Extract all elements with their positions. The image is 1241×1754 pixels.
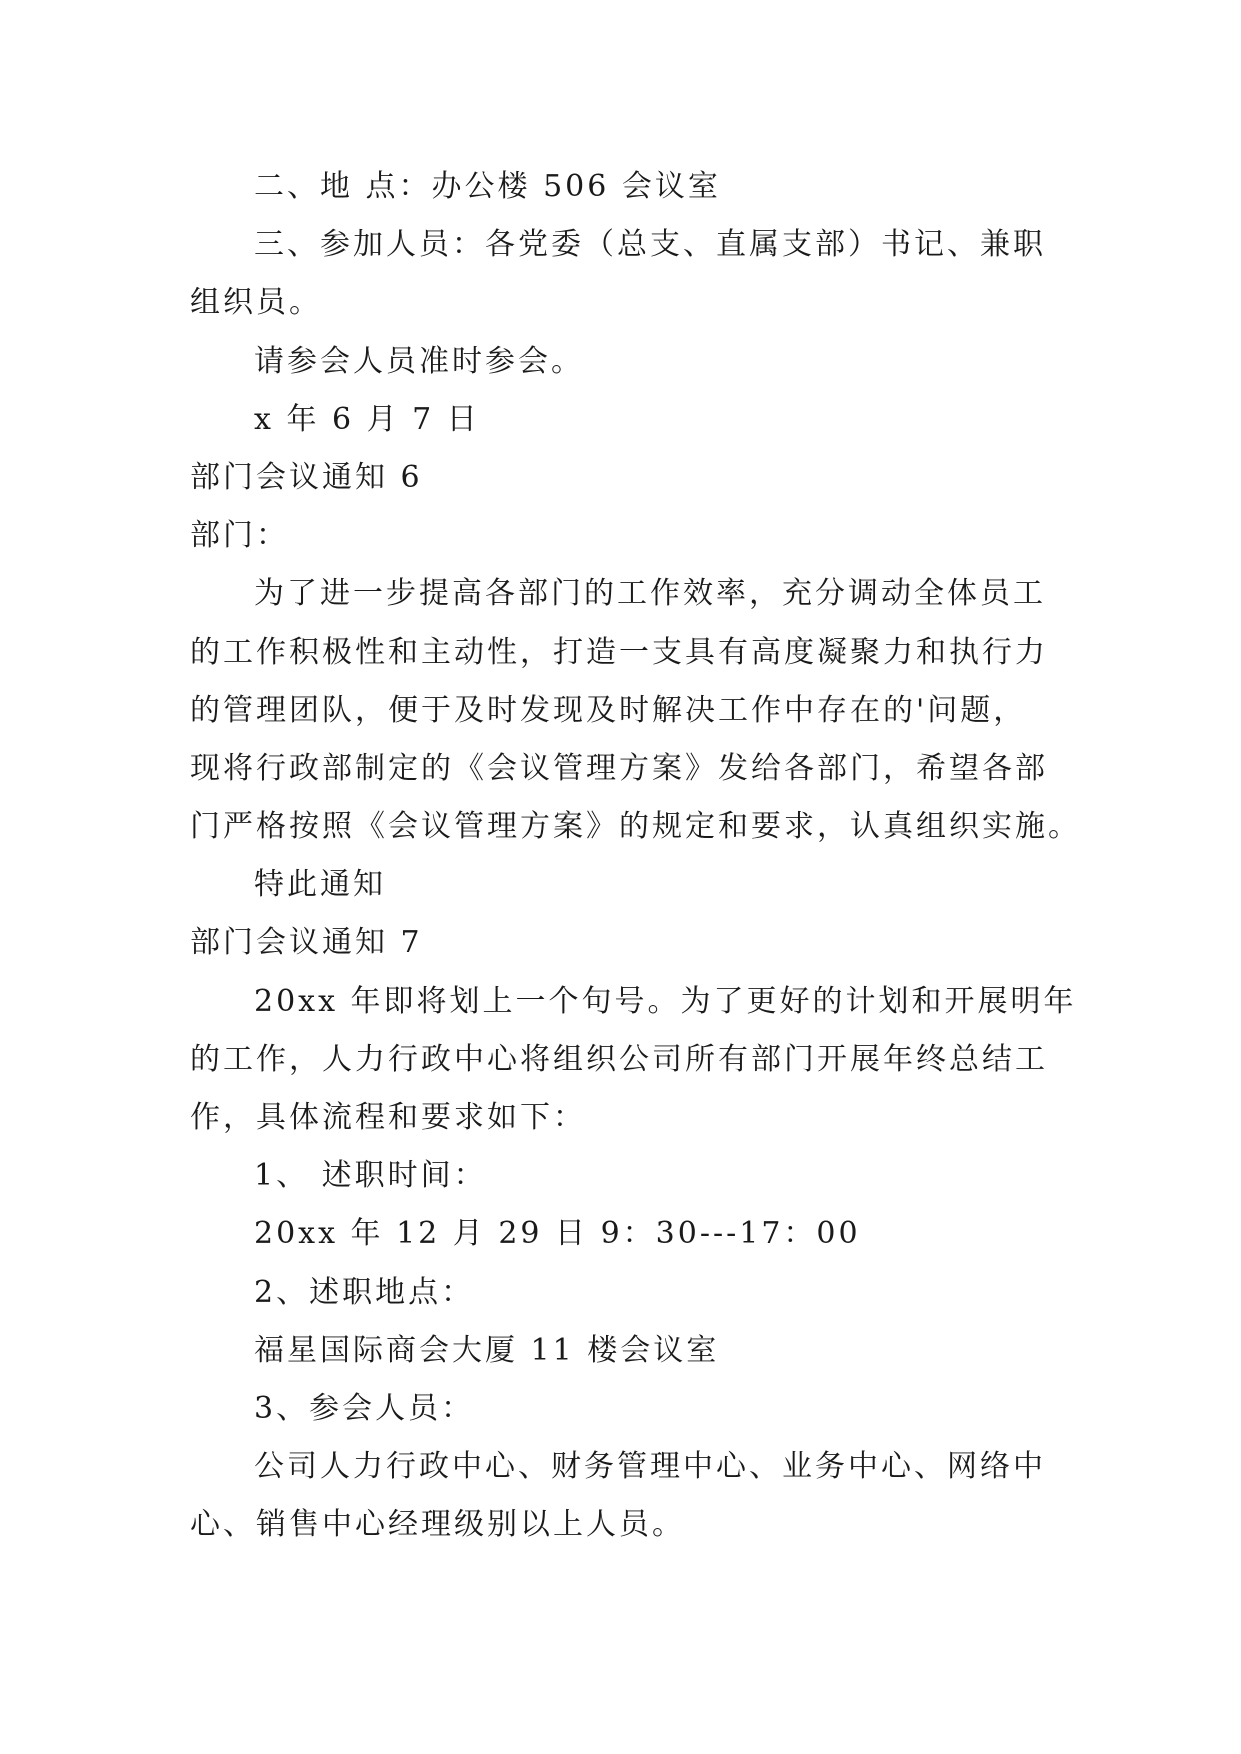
text-line: 现将行政部制定的《会议管理方案》发给各部门，希望各部 <box>190 750 1048 786</box>
salutation: 部门： <box>190 518 289 554</box>
text-line: 20xx 年 12 月 29 日 9：30---17：00 <box>254 1216 861 1252</box>
text-line: 公司人力行政中心、财务管理中心、业务中心、网络中 <box>254 1449 1046 1485</box>
text-line: 心、销售中心经理级别以上人员。 <box>190 1507 685 1543</box>
text-line: 为了进一步提高各部门的工作效率，充分调动全体员工 <box>254 576 1046 612</box>
text-line: 的管理团队，便于及时发现及时解决工作中存在的'问题， <box>190 692 1027 728</box>
text-line: 请参会人员准时参会。 <box>254 343 584 379</box>
list-item: 1、 述职时间： <box>254 1158 487 1194</box>
text-line: 20xx 年即将划上一个句号。为了更好的计划和开展明年 <box>254 983 1077 1019</box>
text-line: 福星国际商会大厦 11 楼会议室 <box>254 1332 720 1368</box>
text-line: 的工作积极性和主动性，打造一支具有高度凝聚力和执行力 <box>190 634 1048 670</box>
text-line: 特此通知 <box>254 867 386 903</box>
document-body <box>190 158 1081 1555</box>
section-heading: 部门会议通知 6 <box>190 459 423 495</box>
text-line: 的工作，人力行政中心将组织公司所有部门开展年终总结工 <box>190 1041 1048 1077</box>
text-line: 作，具体流程和要求如下： <box>190 1100 586 1135</box>
text-line: 门严格按照《会议管理方案》的规定和要求，认真组织实施。 <box>190 809 1081 845</box>
text-line: 三、参加人员：各党委（总支、直属支部）书记、兼职 <box>254 227 1046 263</box>
date-line: x 年 6 月 7 日 <box>254 401 480 437</box>
list-item: 3、参会人员： <box>254 1390 475 1426</box>
text-line: 二、地 点：办公楼 506 会议室 <box>254 169 721 204</box>
list-item: 2、述职地点： <box>254 1274 475 1310</box>
section-heading: 部门会议通知 7 <box>190 925 423 961</box>
text-line: 组织员。 <box>190 285 322 321</box>
